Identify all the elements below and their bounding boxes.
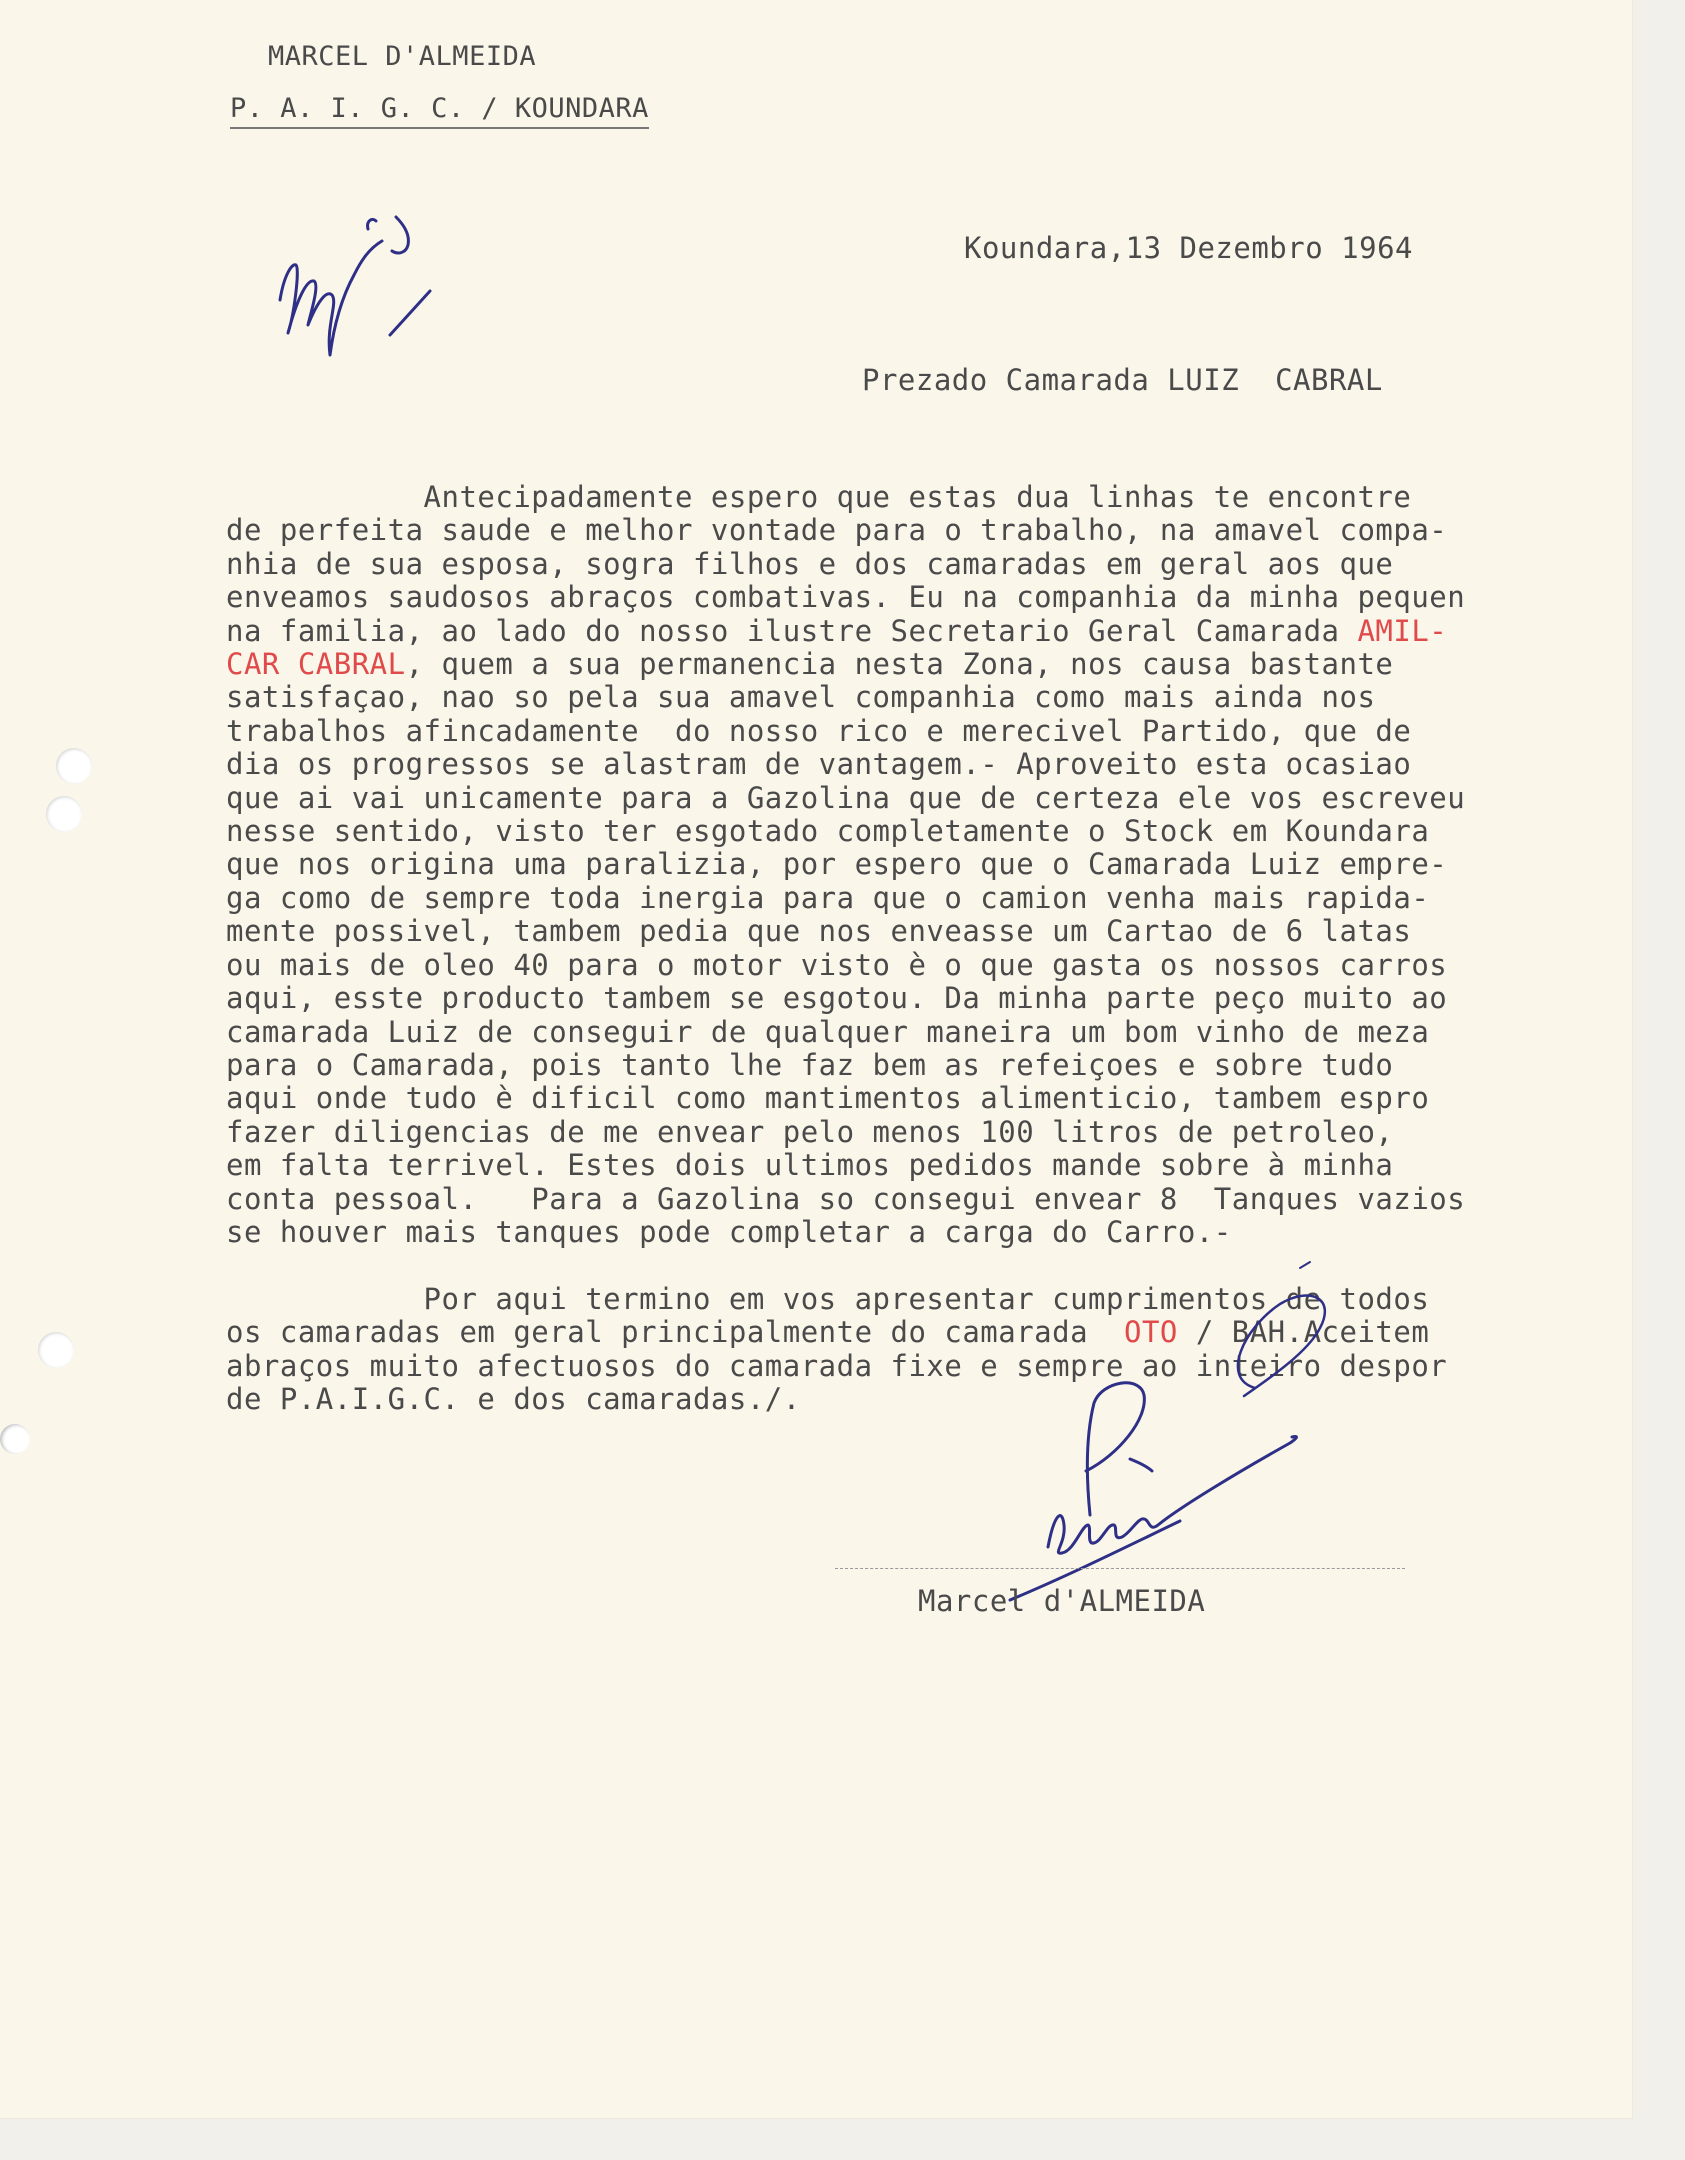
date-line: Koundara,13 Dezembro 1964	[964, 231, 1413, 265]
punch-hole	[56, 748, 92, 784]
body-line: de P.A.I.G.C. e dos camaradas./.	[226, 1382, 801, 1417]
body-line: para o Camarada, pois tanto lhe faz bem as refeiçoes e sobre tudo	[226, 1047, 1394, 1082]
body-line: que ai vai unicamente para a Gazolina que de certeza ele vos escreveu	[226, 780, 1466, 815]
body-paragraph-1	[226, 481, 1465, 1249]
body-line: ga como de sempre toda inergia para que o camion venha mais rapida-	[226, 880, 1430, 915]
body-line: nhia de sua esposa, sogra filhos e dos camaradas em geral aos que	[226, 546, 1394, 581]
body-line: Antecipadamente espero que estas dua linhas te encontre	[226, 480, 1412, 514]
punch-hole	[46, 796, 82, 832]
handwritten-signature	[990, 1375, 1330, 1615]
highlighted-name: AMIL-	[1357, 613, 1448, 648]
background-edge-bottom	[0, 2118, 1685, 2160]
body-line: em falta terrivel. Estes dois ultimos pedidos mande sobre à minha	[226, 1148, 1394, 1183]
body-line: satisfaçao, nao so pela sua amavel companhia como mais ainda nos	[226, 680, 1376, 715]
punch-hole	[0, 1424, 30, 1454]
body-line: trabalhos afincadamente do nosso rico e merecivel Partido, que de	[226, 713, 1412, 748]
body-line: fazer diligencias de me envear pelo menos 100 litros de petroleo,	[226, 1114, 1394, 1149]
body-line: dia os progressos se alastram de vantagem.- Aproveito esta ocasiao	[226, 747, 1412, 782]
body-line: aqui, esste producto tambem se esgotou. Da minha parte peço muito ao	[226, 981, 1448, 1016]
body-line: / BAH.Aceitem	[1177, 1315, 1430, 1350]
body-line: conta pessoal. Para a Gazolina so consegui envear 8 Tanques vazios	[226, 1181, 1466, 1216]
body-line: camarada Luiz de conseguir de qualquer maneira um bom vinho de meza	[226, 1014, 1430, 1049]
punch-hole	[38, 1332, 74, 1368]
body-line: os camaradas em geral principalmente do camarada	[226, 1315, 1124, 1350]
body-line: se houver mais tanques pode completar a carga do Carro.-	[226, 1214, 1232, 1249]
highlighted-name: OTO	[1123, 1315, 1178, 1350]
body-line: , quem a sua permanencia nesta Zona, nos causa bastante	[405, 647, 1394, 682]
body-line: de perfeita saude e melhor vontade para o trabalho, na amavel compa-	[226, 513, 1448, 548]
body-line: nesse sentido, visto ter esgotado completamente o Stock em Koundara	[226, 814, 1430, 849]
body-line: mente possivel, tambem pedia que nos enveasse um Cartao de 6 latas	[226, 914, 1412, 949]
background-edge-right	[1632, 0, 1685, 2160]
body-line: que nos origina uma paralizia, por espero que o Camarada Luiz empre-	[226, 847, 1448, 882]
typed-signature-name: Marcel d'ALMEIDA	[918, 1584, 1206, 1618]
body-line: Por aqui termino em vos apresentar cumprimentos de todos	[226, 1282, 1430, 1316]
highlighted-name: CAR CABRAL	[226, 647, 406, 682]
handwritten-initials	[270, 205, 440, 365]
signature-line	[835, 1568, 1405, 1569]
body-line: abraços muito afectuosos do camarada fixe e sempre ao inteiro despor	[226, 1348, 1448, 1383]
body-line: na familia, ao lado do nosso ilustre Secretario Geral Camarada	[226, 613, 1358, 648]
salutation: Prezado Camarada LUIZ CABRAL	[862, 363, 1383, 397]
sender-organization: P. A. I. G. C. / KOUNDARA	[230, 92, 649, 129]
body-line: enveamos saudosos abraços combativas. Eu na companhia da minha pequen	[226, 580, 1466, 615]
sender-name: MARCEL D'ALMEIDA	[268, 41, 537, 72]
body-line: aqui onde tudo è dificil como mantimentos alimenticio, tambem espro	[226, 1081, 1430, 1116]
body-line: ou mais de oleo 40 para o motor visto è o que gasta os nossos carros	[226, 947, 1448, 982]
